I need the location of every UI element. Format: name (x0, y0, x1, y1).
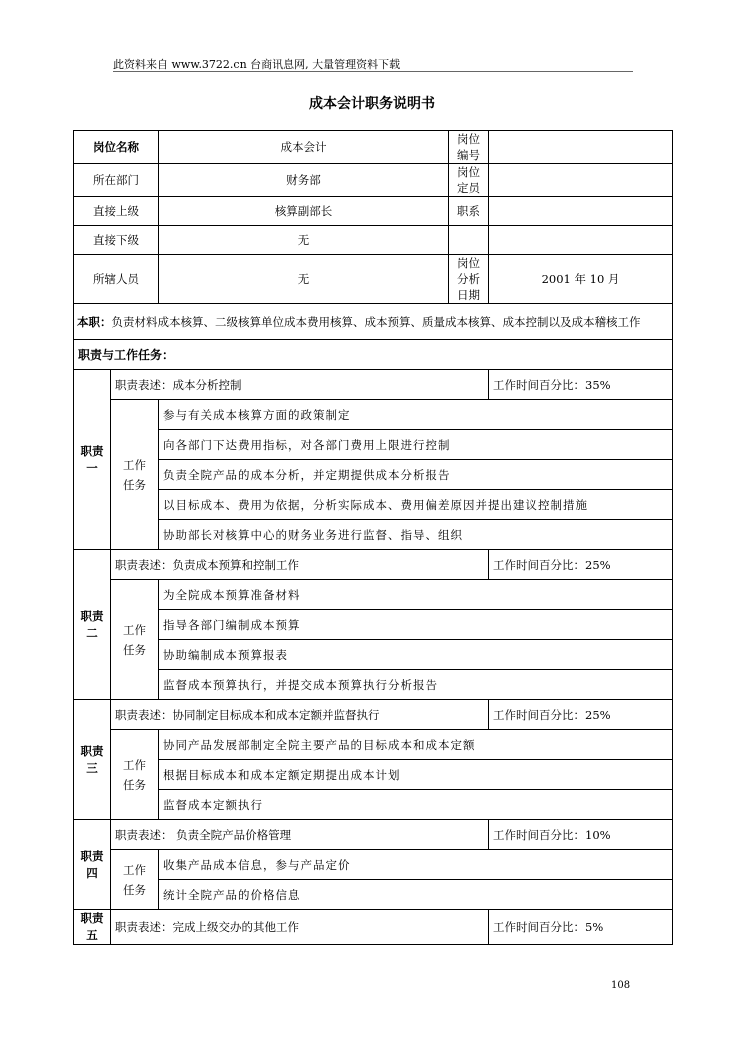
task-item: 以目标成本、费用为依据，分析实际成本、费用偏差原因并提出建议控制措施 (159, 490, 673, 520)
duty-label-text: 职责 三 (80, 743, 104, 775)
work-task-label (111, 850, 159, 910)
task-row (74, 490, 673, 520)
info-label: 岗位定员 (449, 164, 489, 197)
duty-statement-row (74, 700, 673, 730)
duty-statement-row (74, 910, 673, 945)
task-row (74, 880, 673, 910)
info-label: 岗位名称 (74, 131, 159, 164)
work-task-text: 工作 任务 (123, 622, 146, 657)
task-row (74, 580, 673, 610)
duty-time-percent: 工作时间百分比：35% (489, 370, 673, 400)
task-item: 向各部门下达费用指标，对各部门费用上限进行控制 (159, 430, 673, 460)
duty-label (74, 550, 111, 700)
task-item: 协助编制成本预算报表 (159, 640, 673, 670)
info-label: 直接下级 (74, 226, 159, 255)
info-value (449, 226, 489, 255)
duty-statement: 职责表述：成本分析控制 (111, 370, 489, 400)
duty-statement: 职责表述： 负责全院产品价格管理 (111, 820, 489, 850)
duty-label (74, 370, 111, 550)
core-duty-cell (74, 304, 673, 340)
core-duty-label: 本职： (77, 314, 112, 329)
task-item: 为全院成本预算准备材料 (159, 580, 673, 610)
info-value: 核算副部长 (159, 197, 449, 226)
page-title: 成本会计职务说明书 (309, 96, 435, 112)
info-value: 无 (159, 255, 449, 304)
work-task-text: 工作 任务 (123, 457, 146, 492)
info-value (489, 197, 673, 226)
task-row (74, 640, 673, 670)
work-task-text: 工作 任务 (123, 757, 146, 792)
duty-statement: 职责表述：负责成本预算和控制工作 (111, 550, 489, 580)
task-row (74, 460, 673, 490)
info-label: 所在部门 (74, 164, 159, 197)
task-item: 负责全院产品的成本分析，并定期提供成本分析报告 (159, 460, 673, 490)
duty-statement: 职责表述：协同制定目标成本和成本定额并监督执行 (111, 700, 489, 730)
info-label: 直接上级 (74, 197, 159, 226)
info-value (489, 226, 673, 255)
info-row (74, 164, 673, 197)
core-duty-text: 负责材料成本核算、二级核算单位成本费用核算、成本预算、质量成本核算、成本控制以及成本稽核工作 (111, 314, 641, 329)
core-duty-row (74, 304, 673, 340)
task-item: 根据目标成本和成本定额定期提出成本计划 (159, 760, 673, 790)
task-row (74, 790, 673, 820)
info-value: 无 (159, 226, 449, 255)
info-label: 岗位分析日期 (449, 255, 489, 304)
task-item: 统计全院产品的价格信息 (159, 880, 673, 910)
info-value: 成本会计 (159, 131, 449, 164)
task-row (74, 430, 673, 460)
info-value (489, 131, 673, 164)
task-item: 协同产品发展部制定全院主要产品的目标成本和成本定额 (159, 730, 673, 760)
task-item: 指导各部门编制成本预算 (159, 610, 673, 640)
work-task-label (111, 400, 159, 550)
info-label: 岗位编号 (449, 131, 489, 164)
duty-time-percent: 工作时间百分比：10% (489, 820, 673, 850)
page-number: 108 (611, 980, 631, 991)
duties-heading-row (74, 340, 673, 370)
duty-label (74, 820, 111, 910)
duties-heading: 职责与工作任务： (74, 340, 673, 370)
task-item: 监督成本预算执行，并提交成本预算执行分析报告 (159, 670, 673, 700)
task-row (74, 730, 673, 760)
task-row (74, 610, 673, 640)
duty-time-percent: 工作时间百分比：25% (489, 700, 673, 730)
info-label: 所辖人员 (74, 255, 159, 304)
duty-time-percent: 工作时间百分比：25% (489, 550, 673, 580)
duty-statement: 职责表述：完成上级交办的其他工作 (111, 910, 489, 945)
header-divider (113, 71, 633, 72)
duty-label (74, 700, 111, 820)
work-task-text: 工作 任务 (123, 862, 146, 897)
task-item: 协助部长对核算中心的财务业务进行监督、指导、组织 (159, 520, 673, 550)
info-row (74, 197, 673, 226)
duty-label-text: 职责 四 (80, 848, 104, 880)
task-item: 收集产品成本信息，参与产品定价 (159, 850, 673, 880)
duty-label (74, 910, 111, 945)
task-row (74, 850, 673, 880)
duty-label-text: 职责 五 (80, 911, 104, 942)
work-task-label (111, 580, 159, 700)
duty-statement-row (74, 370, 673, 400)
info-row (74, 226, 673, 255)
job-description-table (73, 130, 673, 945)
info-value (489, 164, 673, 197)
info-row (74, 131, 673, 164)
duty-label-text: 职责 二 (80, 608, 104, 640)
task-row (74, 670, 673, 700)
task-item: 监督成本定额执行 (159, 790, 673, 820)
task-row (74, 760, 673, 790)
source-note: 此资料来自 www.3722.cn 台商讯息网, 大量管理资料下载 (113, 58, 401, 71)
duty-time-percent: 工作时间百分比：5% (489, 910, 673, 945)
duty-label-text: 职责 一 (80, 443, 104, 475)
info-value: 2001 年 10 月 (489, 255, 673, 304)
work-task-label (111, 730, 159, 820)
duty-statement-row (74, 820, 673, 850)
info-value: 财务部 (159, 164, 449, 197)
duty-statement-row (74, 550, 673, 580)
task-item: 参与有关成本核算方面的政策制定 (159, 400, 673, 430)
info-label: 职系 (449, 197, 489, 226)
info-row (74, 255, 673, 304)
task-row (74, 520, 673, 550)
task-row (74, 400, 673, 430)
